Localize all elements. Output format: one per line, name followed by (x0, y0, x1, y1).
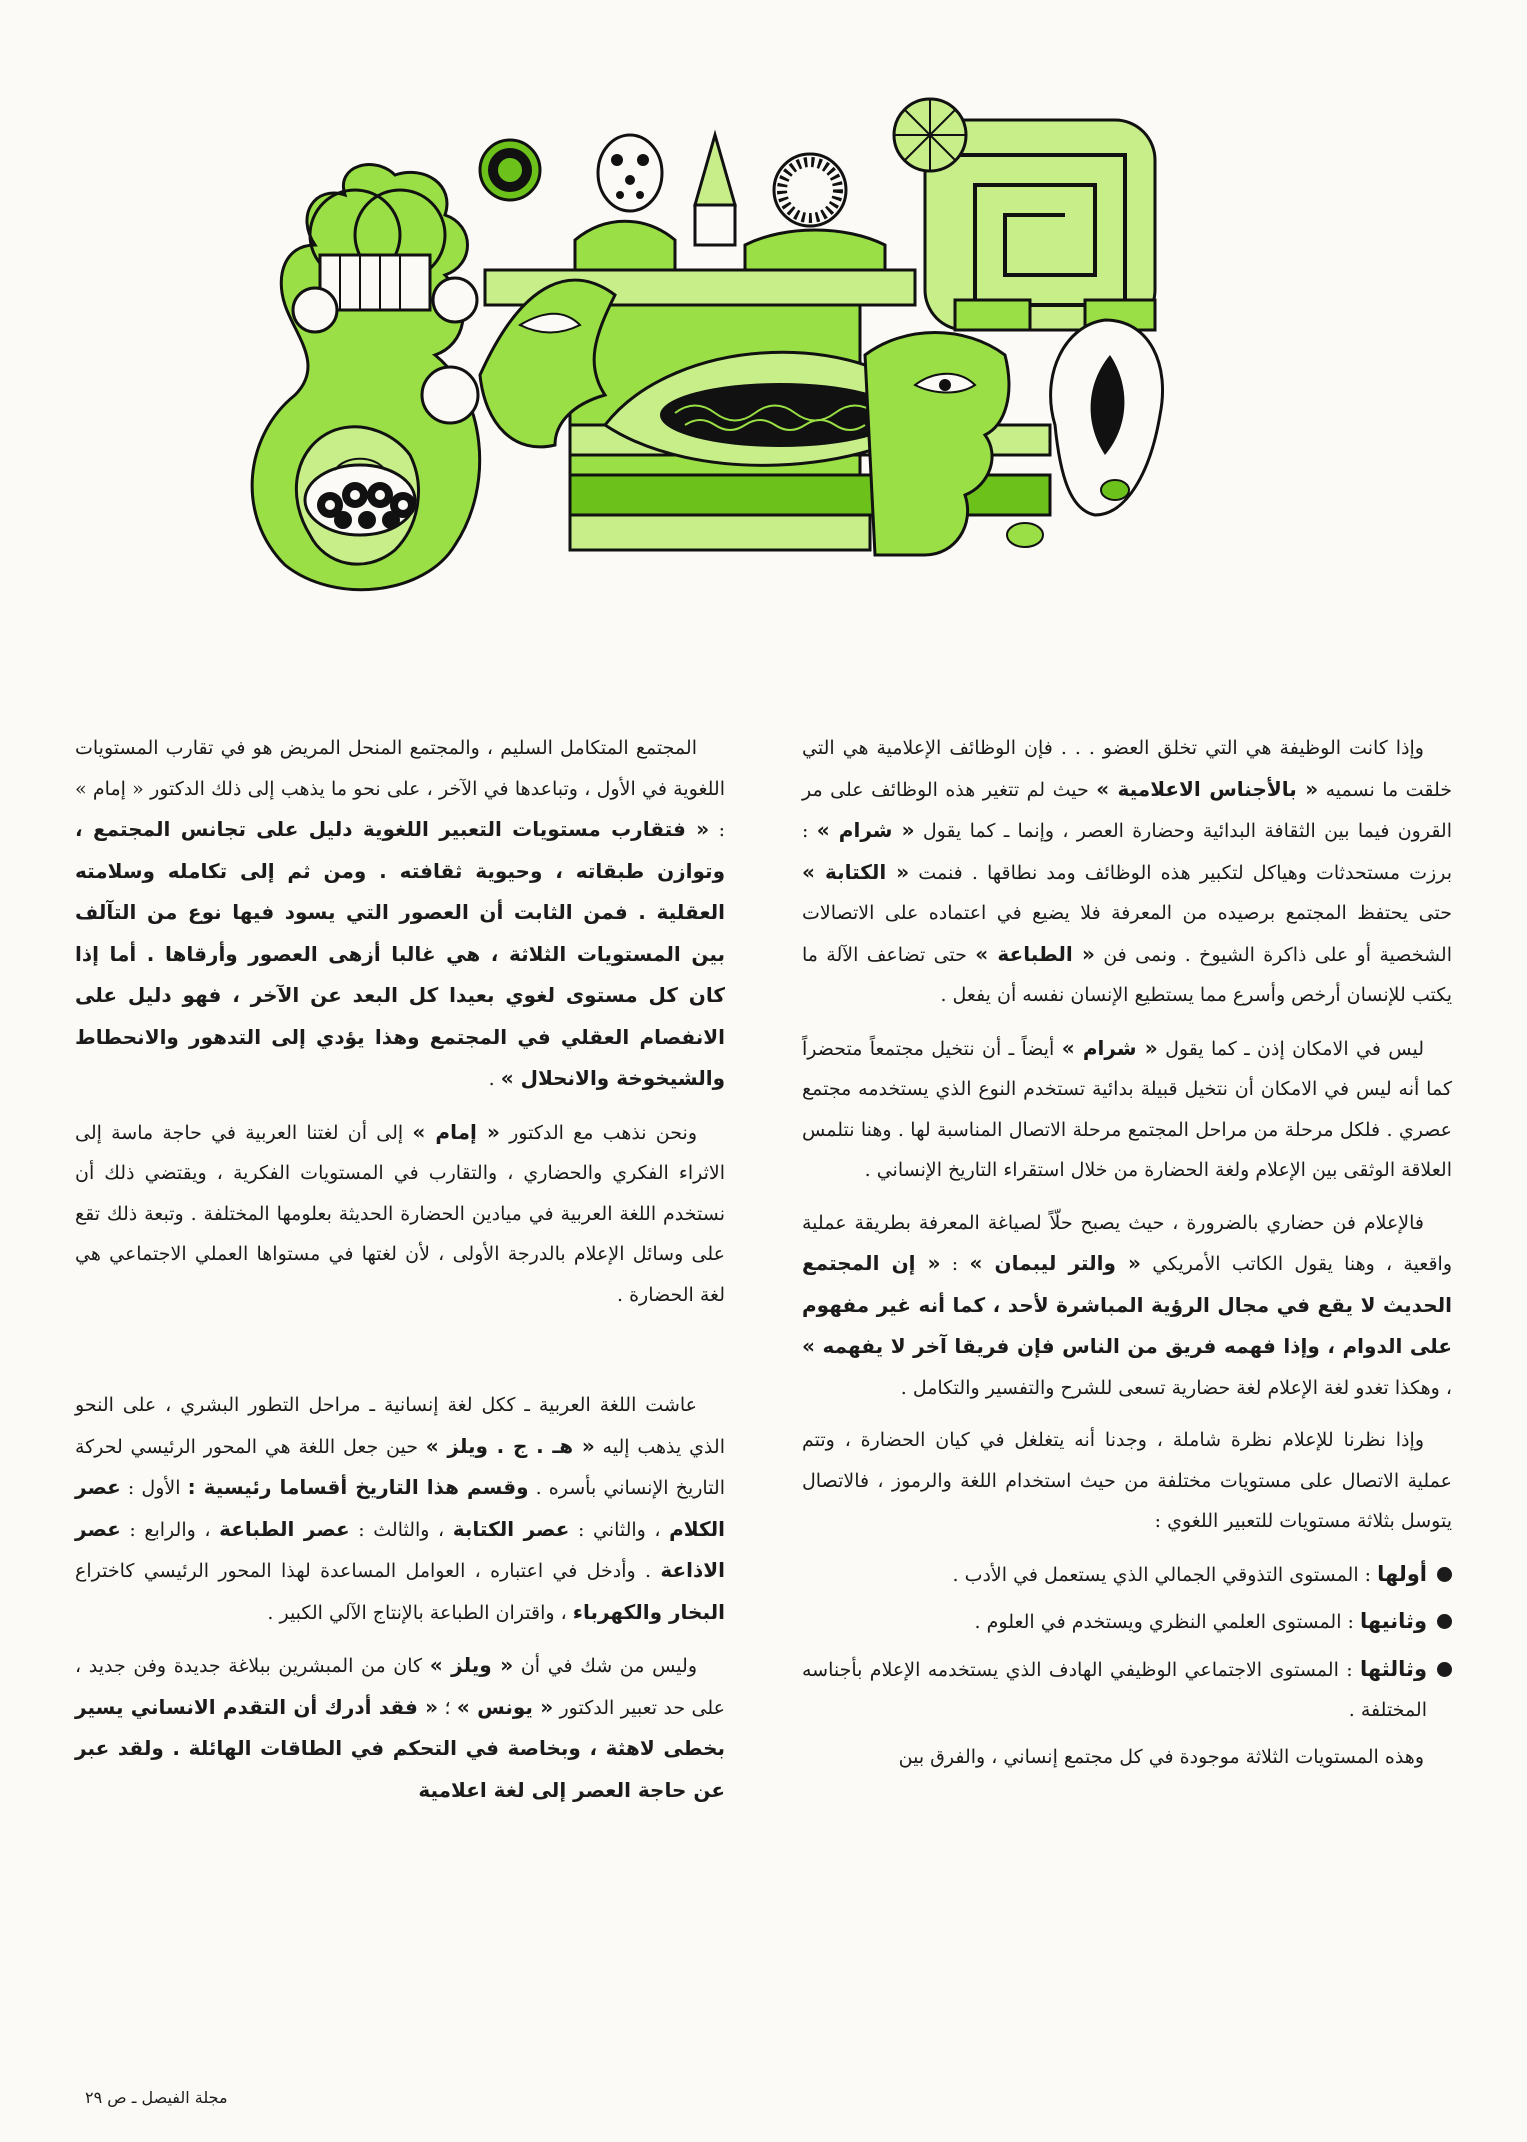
text-run: وإذا نظرنا للإعلام نظرة شاملة ، وجدنا أنه يتغلغل في كيان الحضارة ، وتتم عملية الاتصال على مستويات مختلفة من حيث استخدام اللغة والرموز ، فالاتصال يتوسل بثلاثة مستويات للتعبير اللغوي : (802, 1429, 1452, 1532)
list-text: : المستوى الاجتماعي الوظيفي الهادف الذي يستخدمه الإعلام بأجناسه المختلفة . (802, 1658, 1427, 1721)
list-term: وثانيها (1359, 1609, 1427, 1633)
paragraph (802, 1028, 1452, 1191)
column-right (802, 728, 1452, 2038)
text-run: حتى يحتفظ المجتمع برصيده من المعرفة فلا يضيع في اعتماده على الاتصالات الشخصية أو على ذاكرة الشيوخ . ونمى فن (802, 902, 1453, 966)
text-run: حيث لم تتغير هذه الوظائف على مر القرون فيما بين الثقافة البدائية وحضارة العصر ، وإنما ـ كما يقول (802, 778, 1452, 842)
list-text: : المستوى التذوقي الجمالي الذي يستعمل في الأدب . (952, 1563, 1378, 1586)
paragraph (802, 728, 1452, 1016)
illustration (225, 95, 1330, 625)
text-run: . وأدخل في اعتباره ، العوامل المساعدة لهذا المحور الرئيسي كاختراع (75, 1560, 661, 1582)
bold-text: « بالأجناس الاعلامية » (1096, 776, 1319, 801)
bold-text: « الكتابة » (802, 859, 910, 884)
bold-text: عصر الكلام (75, 1475, 725, 1541)
paragraph (75, 1645, 725, 1811)
bold-text: « شرام » (1061, 1035, 1158, 1060)
bullet-icon (1437, 1662, 1452, 1677)
bullet-icon (1437, 1614, 1452, 1629)
paragraph (75, 728, 725, 1100)
paragraph (802, 1737, 1452, 1778)
bold-text: « الطباعة » (975, 941, 1095, 966)
text-run: ، واقتران الطباعة بالإنتاج الآلي الكبير . (267, 1601, 573, 1624)
text-run: ليس في الامكان إذن ـ كما يقول (1157, 1037, 1425, 1060)
text-run: إلى أن لغتنا العربية في حاجة ماسة إلى الاثراء الفكري والحضاري ، والتقارب في المستويات الفكرية ، ويقتضي ذلك أن نستخدم اللغة العربية في ميادين الحضارة الحديثة بعلومها المختلفة . وتبعة ذلك تقع على وسائل الإعلام بالدرجة الأولى ، لأن لغتها في مستواها العملي الاجتماعي هي لغة الحضارة . (75, 1121, 725, 1306)
bold-text: « إمام » (412, 1119, 500, 1144)
list-term: وثالثها (1359, 1656, 1427, 1681)
text-run: حين جعل اللغة هي المحور الرئيسي لحركة التاريخ الإنساني بأسره . (75, 1435, 726, 1499)
list-item (802, 1601, 1452, 1643)
list-term: أولها (1377, 1561, 1427, 1586)
text-run: ؛ (438, 1696, 457, 1719)
bold-text: وقسم هذا التاريخ أقساما رئيسية : (187, 1475, 529, 1499)
text-run: ، والثاني : (569, 1518, 670, 1541)
bold-text: عصر الاذاعة (75, 1516, 725, 1582)
text-run: ، وهكذا تغدو لغة الإعلام لغة حضارية تسعى للشرح والتفسير والتكامل . (900, 1376, 1452, 1399)
bold-text: « هـ . ج . ويلز » (425, 1433, 595, 1458)
text-run: : (940, 1253, 970, 1275)
text-run: فالإعلام فن حضاري بالضرورة ، حيث يصبح حلّاً لصياغة المعرفة بطريقة عملية واقعية ، وهنا يقول الكاتب الأمريكي (802, 1211, 1453, 1275)
text-run: الأول : (120, 1477, 188, 1499)
bold-text: « فتقارب مستويات التعبير اللغوية دليل على تجانس المجتمع ، وتوازن طبقاته ، وحيوية ثقافته . ومن ثم إلى تكامله وسلامته العقلية . فمن الثابت أن العصور التي يسود فيها نوع من التآلف بين المستويات الثلاثة ، هي غالبا أزهى العصور وأرقاها . أما إذا كان كل مستوى لغوي بعيدا كل البعد عن الآخر ، فهو دليل على الانفصام العقلي في المجتمع وهذا يؤدي إلى التدهور والانحطاط والشيخوخة والانحلال » (75, 817, 725, 1090)
paragraph (75, 1112, 725, 1316)
list-item (802, 1554, 1452, 1596)
text-run: حتى تضاعف الآلة ما يكتب للإنسان أرخص وأسرع مما يستطيع الإنسان نفسه أن يفعل . (802, 943, 1452, 1006)
text-run: المجتمع المتكامل السليم ، والمجتمع المنحل المريض هو في تقارب المستويات اللغوية في الأول ، وتباعدها في الآخر ، على نحو ما يذهب إلى ذلك الدكتور « إمام » : (75, 737, 725, 841)
text-run: وليس من شك في أن (513, 1655, 698, 1677)
paragraph (802, 1420, 1452, 1542)
paragraph (75, 1385, 725, 1633)
text-run: كان من المبشرين ببلاغة جديدة وفن جديد ، على حد تعبير الدكتور (75, 1655, 725, 1719)
text-run: أيضاً ـ أن نتخيل مجتمعاً متحضراً كما أنه ليس في الامكان أن نتخيل قبيلة بدائية تستخدم النوع الذي يستخدمه مجتمع عصري . فلكل مرحلة من مراحل المجتمع مرحلة الاتصال المناسبة لها . وهنا نتلمس العلاقة الوثقى بين الإعلام ولغة الحضارة من خلال استقراء التاريخ الإنساني . (802, 1037, 1452, 1181)
paragraph (802, 1203, 1452, 1409)
page-footer: مجلة الفيصل ـ ص ٢٩ (85, 2088, 228, 2107)
text-run: ، والثالث : (349, 1518, 453, 1541)
bold-text: عصر الطباعة (219, 1516, 350, 1541)
bold-text: عصر الكتابة (452, 1516, 570, 1541)
list-text: : المستوى العلمي النظري ويستخدم في العلوم . (974, 1611, 1360, 1633)
text-run: وهذه المستويات الثلاثة موجودة في كل مجتمع إنساني ، والفرق بين (898, 1745, 1424, 1768)
list-item (802, 1649, 1452, 1731)
bold-text: « يونس » (456, 1694, 554, 1719)
text-run: وإذا كانت الوظيفة هي التي تخلق العضو . . . فإن الوظائف الإعلامية هي التي خلقت ما نسميه (802, 737, 1452, 801)
bold-text: « فقد أدرك أن التقدم الانساني يسير بخطى لاهثة ، وبخاصة في التحكم في الطاقات الهائلة . ولقد عبر عن حاجة العصر إلى لغة اعلامية (75, 1694, 725, 1802)
bold-text: « ويلز » (429, 1653, 514, 1677)
bold-text: البخار والكهرباء (572, 1599, 725, 1624)
bullet-icon (1437, 1567, 1452, 1582)
bold-text: « إن المجتمع الحديث لا يقع في مجال الرؤية المباشرة لأحد ، كما أنه غير مفهوم على الدوام ، وإذا فهمه فريق من الناس فإن فريقا آخر لا يفهمه » (802, 1251, 1452, 1358)
text-run: ، والرابع : (120, 1518, 220, 1541)
text-run: عاشت اللغة العربية ـ ككل لغة إنسانية ـ مراحل التطور البشري ، على النحو الذي يذهب إليه (75, 1394, 725, 1458)
bold-text: « والتر ليبمان » (969, 1251, 1141, 1275)
text-run: . (488, 1068, 501, 1090)
text-run: : برزت مستحدثات وهياكل لتكبير هذه الوظائف ومد نطاقها . فنمت (802, 820, 1452, 884)
column-left (75, 728, 725, 2038)
text-run: ونحن نذهب مع الدكتور (499, 1121, 698, 1144)
bold-text: « شرام » (816, 818, 915, 842)
